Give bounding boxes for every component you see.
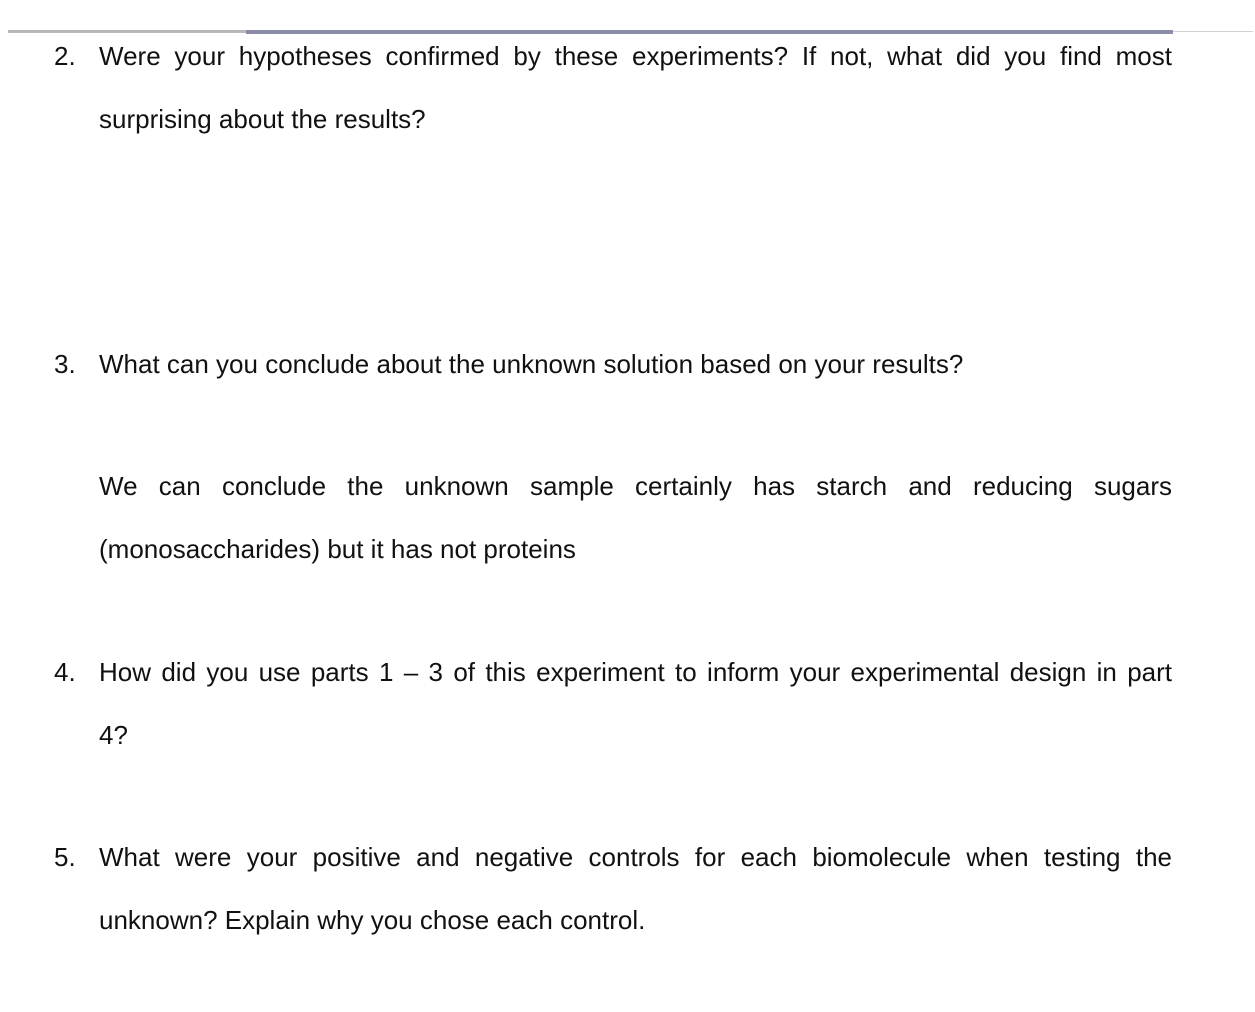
question-3-text: What can you conclude about the unknown solution based on your results? xyxy=(99,349,964,379)
question-5-text-line-1: What were your positive and negative controls for each biomolecule when testing the xyxy=(99,842,1172,872)
question-5-number: 5. xyxy=(54,842,76,872)
question-4-text-line-1: How did you use parts 1 – 3 of this experiment to inform your experimental design in part xyxy=(99,657,1172,687)
question-4-text-line-2: 4? xyxy=(99,720,128,750)
question-2-text-line-1: Were your hypotheses confirmed by these experiments? If not, what did you find most xyxy=(99,41,1172,71)
answer-3-line-2: (monosaccharides) but it has not proteins xyxy=(99,534,576,564)
question-5-text-line-2: unknown? Explain why you chose each control. xyxy=(99,905,646,935)
header-rule-accent xyxy=(246,30,1173,34)
header-rule-left xyxy=(8,30,248,33)
question-2-text-line-2: surprising about the results? xyxy=(99,104,426,134)
question-4-number: 4. xyxy=(54,657,76,687)
question-2-number: 2. xyxy=(54,41,76,71)
question-3-number: 3. xyxy=(54,349,76,379)
answer-3-line-1: We can conclude the unknown sample certainly has starch and reducing sugars xyxy=(99,471,1172,501)
